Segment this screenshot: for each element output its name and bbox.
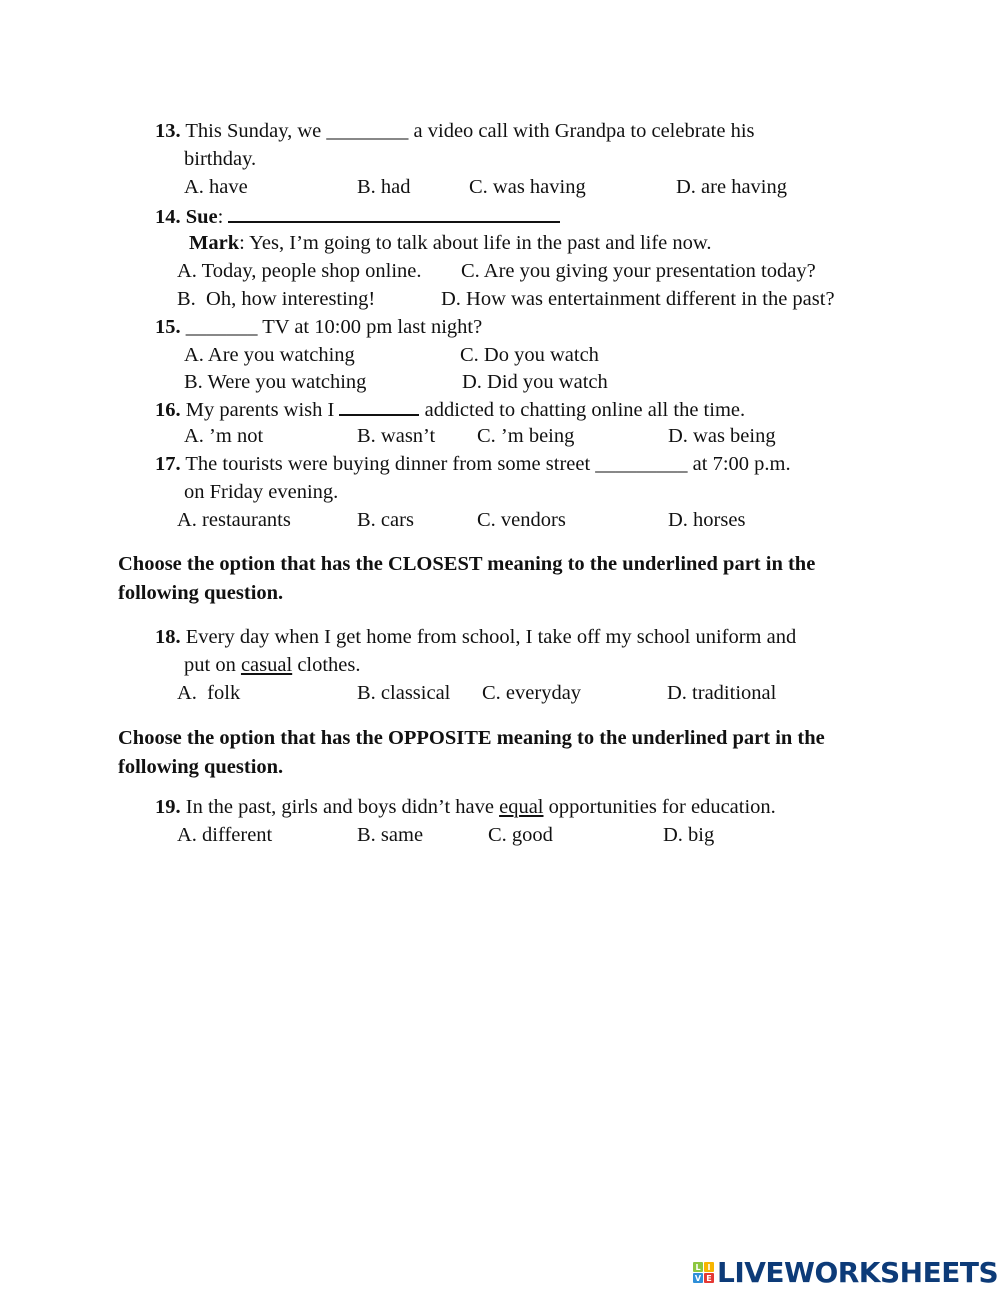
question-17 bbox=[155, 452, 791, 476]
speaker-name: Sue bbox=[185, 206, 218, 228]
logo-tiles-icon bbox=[693, 1262, 714, 1283]
option-d[interactable]: D. horses bbox=[668, 509, 746, 531]
answer-blank[interactable] bbox=[339, 396, 419, 416]
question-number: 19. bbox=[155, 796, 181, 818]
option-d[interactable]: D. Did you watch bbox=[462, 371, 608, 393]
question-13 bbox=[155, 119, 755, 143]
option-b[interactable]: B. same bbox=[357, 824, 424, 846]
question-number: 14. bbox=[155, 206, 181, 228]
question-text: addicted to chatting online all the time. bbox=[424, 399, 746, 421]
text: clothes. bbox=[292, 654, 361, 676]
dialogue-text: : Yes, I’m going to talk about life in the past and life now. bbox=[239, 232, 712, 254]
option-c[interactable]: C. Are you giving your presentation today? bbox=[461, 260, 816, 282]
logo-tile: I bbox=[704, 1262, 714, 1272]
option-a[interactable]: A. Today, people shop online. bbox=[177, 260, 422, 282]
question-text: My parents wish I bbox=[185, 399, 335, 421]
question-text: This Sunday, we ________ a video call with Grandpa to celebrate his bbox=[185, 120, 755, 142]
question-16 bbox=[155, 396, 745, 422]
speaker-name: Mark bbox=[189, 232, 240, 254]
option-b[interactable]: B. Oh, how interesting! bbox=[177, 288, 376, 310]
question-text: Every day when I get home from school, I take off my school uniform and bbox=[185, 626, 797, 648]
option-c[interactable]: C. Do you watch bbox=[460, 344, 599, 366]
option-c[interactable]: C. was having bbox=[469, 176, 586, 198]
option-b[interactable]: B. Were you watching bbox=[184, 371, 367, 393]
question-number: 13. bbox=[155, 120, 181, 142]
question-15 bbox=[155, 315, 482, 339]
question-number: 18. bbox=[155, 626, 181, 648]
option-d[interactable]: D. How was entertainment different in the past? bbox=[441, 288, 835, 310]
text: put on bbox=[184, 654, 241, 676]
option-a[interactable]: A. have bbox=[184, 176, 248, 198]
option-c[interactable]: C. vendors bbox=[477, 509, 566, 531]
question-number: 17. bbox=[155, 453, 181, 475]
question-number: 16. bbox=[155, 399, 181, 421]
question-text: opportunities for education. bbox=[543, 796, 776, 818]
logo-tile: E bbox=[704, 1273, 714, 1283]
question-18 bbox=[155, 625, 796, 649]
option-b[interactable]: B. classical bbox=[357, 682, 451, 704]
option-b[interactable]: B. had bbox=[357, 176, 411, 198]
option-d[interactable]: D. traditional bbox=[667, 682, 777, 704]
logo-tile: L bbox=[693, 1262, 703, 1272]
option-a[interactable]: A. restaurants bbox=[177, 509, 291, 531]
option-b[interactable]: B. cars bbox=[357, 509, 414, 531]
underlined-word: equal bbox=[499, 796, 544, 818]
question-text-cont: on Friday evening. bbox=[184, 481, 339, 503]
question-number: 15. bbox=[155, 316, 181, 338]
option-d[interactable]: D. was being bbox=[668, 425, 776, 447]
question-text: In the past, girls and boys didn’t have bbox=[185, 796, 500, 818]
option-c[interactable]: C. ’m being bbox=[477, 425, 575, 447]
option-a[interactable]: A. folk bbox=[177, 682, 241, 704]
question-text-cont: birthday. bbox=[184, 148, 257, 170]
option-c[interactable]: C. everyday bbox=[482, 682, 582, 704]
option-c[interactable]: C. good bbox=[488, 824, 553, 846]
option-a[interactable]: A. different bbox=[177, 824, 273, 846]
question-text: The tourists were buying dinner from some street _________ at 7:00 p.m. bbox=[185, 453, 791, 475]
option-a[interactable]: A. Are you watching bbox=[184, 344, 355, 366]
dialogue-line bbox=[189, 231, 712, 255]
underlined-word: casual bbox=[240, 654, 293, 676]
logo-tile: V bbox=[694, 1273, 702, 1283]
liveworksheets-logo bbox=[693, 1256, 998, 1289]
question-text-cont bbox=[184, 653, 361, 677]
logo-text: LIVEWORKSHEETS bbox=[717, 1256, 999, 1289]
answer-blank[interactable] bbox=[228, 203, 560, 223]
instruction-closest: Choose the option that has the CLOSEST meaning to the underlined part in the following question. bbox=[118, 553, 816, 604]
option-d[interactable]: D. big bbox=[663, 824, 715, 846]
option-b[interactable]: B. wasn’t bbox=[357, 425, 436, 447]
option-d[interactable]: D. are having bbox=[676, 176, 787, 198]
question-14: 14. Sue: bbox=[155, 203, 560, 229]
question-text: _______ TV at 10:00 pm last night? bbox=[185, 316, 483, 338]
option-a[interactable]: A. ’m not bbox=[184, 425, 264, 447]
instruction-opposite: Choose the option that has the OPPOSITE meaning to the underlined part in the following question. bbox=[118, 727, 825, 778]
question-19 bbox=[155, 795, 776, 819]
